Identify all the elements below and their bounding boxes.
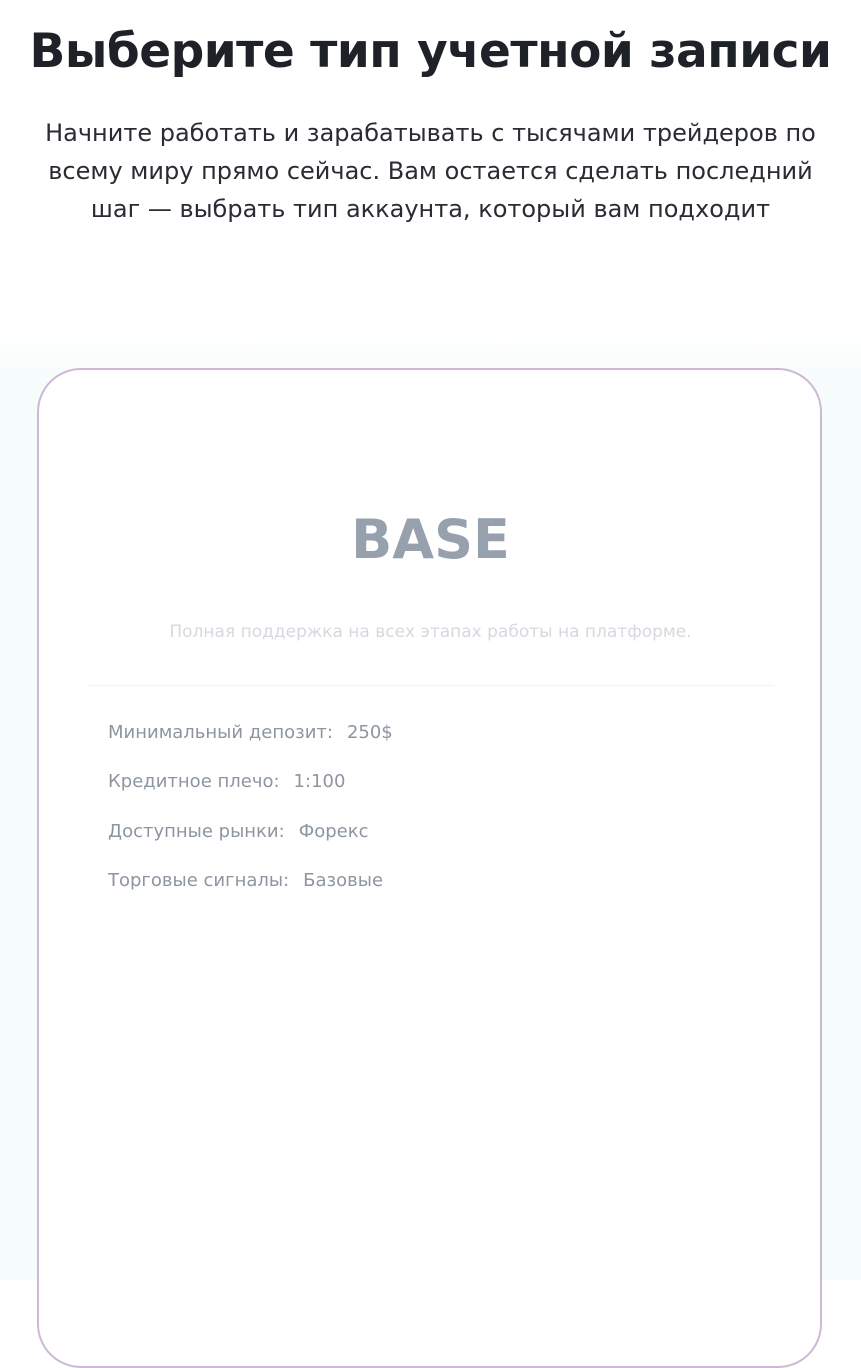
feature-leverage: [108, 769, 393, 818]
feature-value: Форекс: [298, 820, 369, 842]
feature-markets: [108, 819, 393, 868]
feature-value: Базовые: [303, 869, 384, 891]
page-title: Выберите тип учетной записи: [29, 24, 832, 79]
feature-value: 250$: [346, 722, 393, 743]
plan-description: Полная поддержка на всех этапах работы на платформе.: [169, 622, 692, 642]
plan-name: BASE: [351, 508, 510, 571]
page-subtitle: Начните работать и зарабатывать с тысячами трейдеров по всему миру прямо сейчас. Вам остается сделать последний шаг — выбрать тип аккаунта, который вам подходит: [45, 119, 816, 223]
feature-label: Кредитное плечо:: [108, 771, 280, 793]
feature-min-deposit: [108, 720, 393, 769]
feature-label: Минимальный депозит:: [108, 722, 333, 743]
feature-label: Доступные рынки:: [108, 820, 285, 842]
feature-label: Торговые сигналы:: [108, 869, 290, 891]
feature-signals: [108, 868, 393, 917]
card-divider: [88, 685, 774, 686]
feature-value: 1:100: [293, 771, 346, 793]
plan-features-list: [108, 720, 393, 917]
